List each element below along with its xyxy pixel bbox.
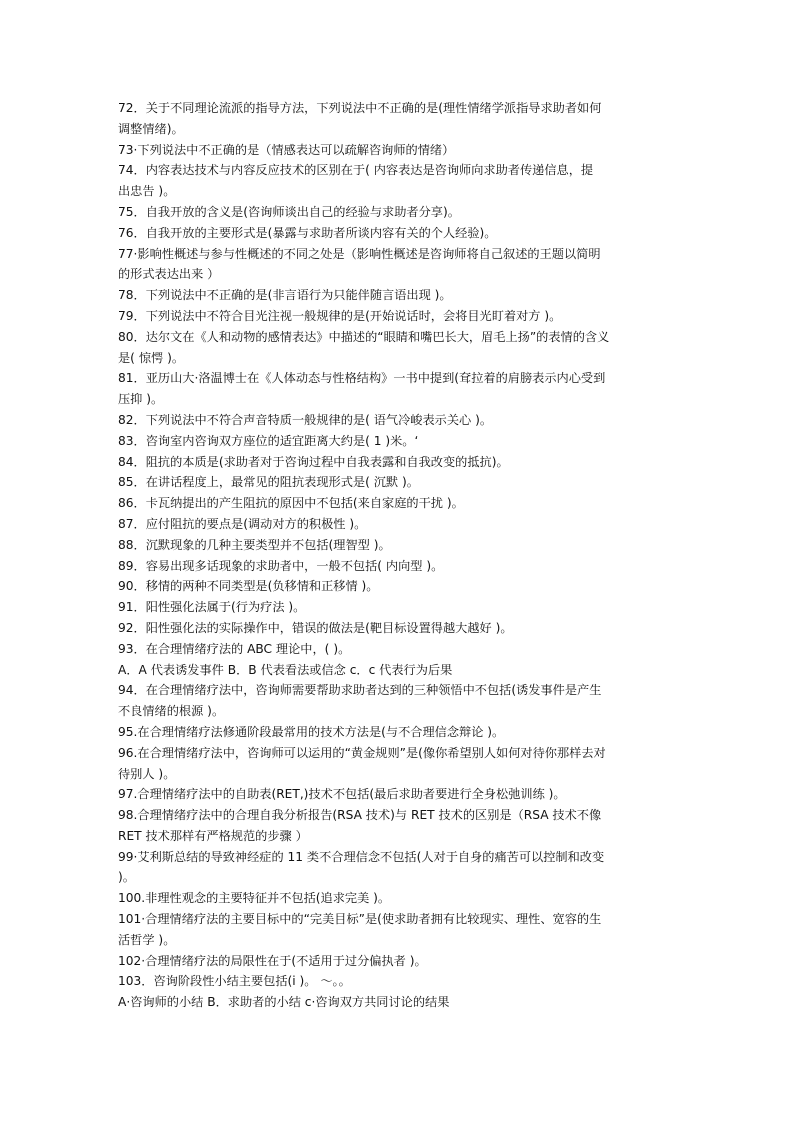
- text-line: 98.合理情绪疗法中的合理自我分析报告(RSA 技术)与 RET 技术的区别是（RSA 技术不像: [118, 808, 602, 823]
- text-line: 出忠告 )。: [118, 184, 176, 199]
- text-line: 压抑 )。: [118, 392, 164, 407]
- text-line: 86．卡瓦纳提出的产生阻抗的原因中不包括(来自家庭的干扰 )。: [118, 496, 464, 511]
- text-line: 96.在合理情绪疗法中，咨询师可以运用的“黄金规则”是(像你希望别人如何对待你那样去对: [118, 745, 606, 760]
- text-line: 调整情绪)。: [118, 121, 184, 136]
- text-line: 74．内容表达技术与内容反应技术的区别在于( 内容表达是咨询师向求助者传递信息，提: [118, 163, 594, 178]
- text-line: 101·合理情绪疗法的主要目标中的“完美目标”是(使求助者拥有比较现实、理性、宽容的生: [118, 912, 602, 927]
- text-line: 95.在合理情绪疗法修通阶段最常用的技术方法是(与不合理信念辩论 )。: [118, 724, 505, 739]
- text-line: 91．阳性强化法属于(行为疗法 )。: [118, 600, 306, 615]
- text-line: 的形式表达出来 ）: [118, 267, 220, 282]
- text-line: 75．自我开放的含义是(咨询师谈出自己的经验与求助者分享)。: [118, 204, 460, 219]
- text-line: 92．阳性强化法的实际操作中，错误的做法是(靶目标设置得越大越好 )。: [118, 620, 513, 635]
- text-line: RET 技术那样有严格规范的步骤 ）: [118, 828, 308, 843]
- text-line: 活哲学 )。: [118, 932, 176, 947]
- text-line: 76．自我开放的主要形式是(暴露与求助者所谈内容有关的个人经验)。: [118, 225, 497, 240]
- text-line: 93．在合理情绪疗法的 ABC 理论中，( )。: [118, 641, 351, 656]
- text-line: 103．咨询阶段性小结主要包括(i )。 ～。。: [118, 974, 351, 989]
- text-line: 78．下列说法中不正确的是(非言语行为只能伴随言语出现 )。: [118, 288, 452, 303]
- text-line: 82．下列说法中不符合声音特质一般规律的是( 语气冷峻表示关心 )。: [118, 412, 493, 427]
- text-line: 89．容易出现多话现象的求助者中，一般不包括( 内向型 )。: [118, 558, 444, 573]
- text-line: 79．下列说法中不符合目光注视一般规律的是(开始说话时，会将目光盯着对方 )。: [118, 308, 562, 323]
- text-line: 是( 惊愕 )。: [118, 350, 185, 365]
- text-line: A．A 代表诱发事件 B．B 代表看法或信念 c．c 代表行为后果: [118, 662, 453, 677]
- text-line: 88．沉默现象的几种主要类型并不包括(理智型 )。: [118, 537, 391, 552]
- text-line: 102·合理情绪疗法的局限性在于(不适用于过分偏执者 )。: [118, 953, 427, 968]
- text-line: 94．在合理情绪疗法中，咨询师需要帮助求助者达到的三种领悟中不包括(诱发事件是产生: [118, 683, 602, 698]
- text-line: 80．达尔文在《人和动物的感情表达》中描述的“眼睛和嘴巴长大，眉毛上扬”的表情的含义: [118, 329, 610, 344]
- text-line: 81．亚历山大·洛温博士在《人体动态与性格结构》一书中提到(耷拉着的肩膀表示内心受到: [118, 371, 606, 386]
- text-line: 97.合理情绪疗法中的自助表(RET,)技术不包括(最后求助者要进行全身松弛训练 )。: [118, 787, 566, 802]
- text-line: 83．咨询室内咨询双方座位的适宜距离大约是( 1 )米。‘: [118, 433, 419, 448]
- text-line: 99·艾利斯总结的导致神经症的 11 类不合理信念不包括(人对于自身的痛苦可以控制和改变: [118, 849, 605, 864]
- document-page: [118, 98, 678, 1013]
- text-line: )。: [118, 870, 135, 885]
- text-line: 90．移情的两种不同类型是(负移情和正移情 )。: [118, 579, 379, 594]
- text-line: 85．在讲话程度上，最常见的阻抗表现形式是( 沉默 )。: [118, 475, 419, 490]
- text-line: 100.非理性观念的主要特征并不包括(追求完美 )。: [118, 891, 391, 906]
- text-line: 73·下列说法中不正确的是（情感表达可以疏解咨询师的情绪）: [118, 142, 455, 157]
- text-line: 待别人 )。: [118, 766, 176, 781]
- text-line: 不良情绪的根源 )。: [118, 704, 225, 719]
- text-line: 77·影响性概述与参与性概述的不同之处是（影响性概述是咨询师将自己叙述的王题以简明: [118, 246, 601, 261]
- text-line: 84．阻抗的本质是(求助者对于咨询过程中自我表露和自我改变的抵抗)。: [118, 454, 509, 469]
- text-line: A·咨询师的小结 B．求助者的小结 c·咨询双方共同讨论的结果: [118, 995, 450, 1010]
- text-line: 72．关于不同理论流派的指导方法，下列说法中不正确的是(理性情绪学派指导求助者如何: [118, 101, 602, 115]
- text-line: 87．应付阻抗的要点是(调动对方的积极性 )。: [118, 516, 367, 531]
